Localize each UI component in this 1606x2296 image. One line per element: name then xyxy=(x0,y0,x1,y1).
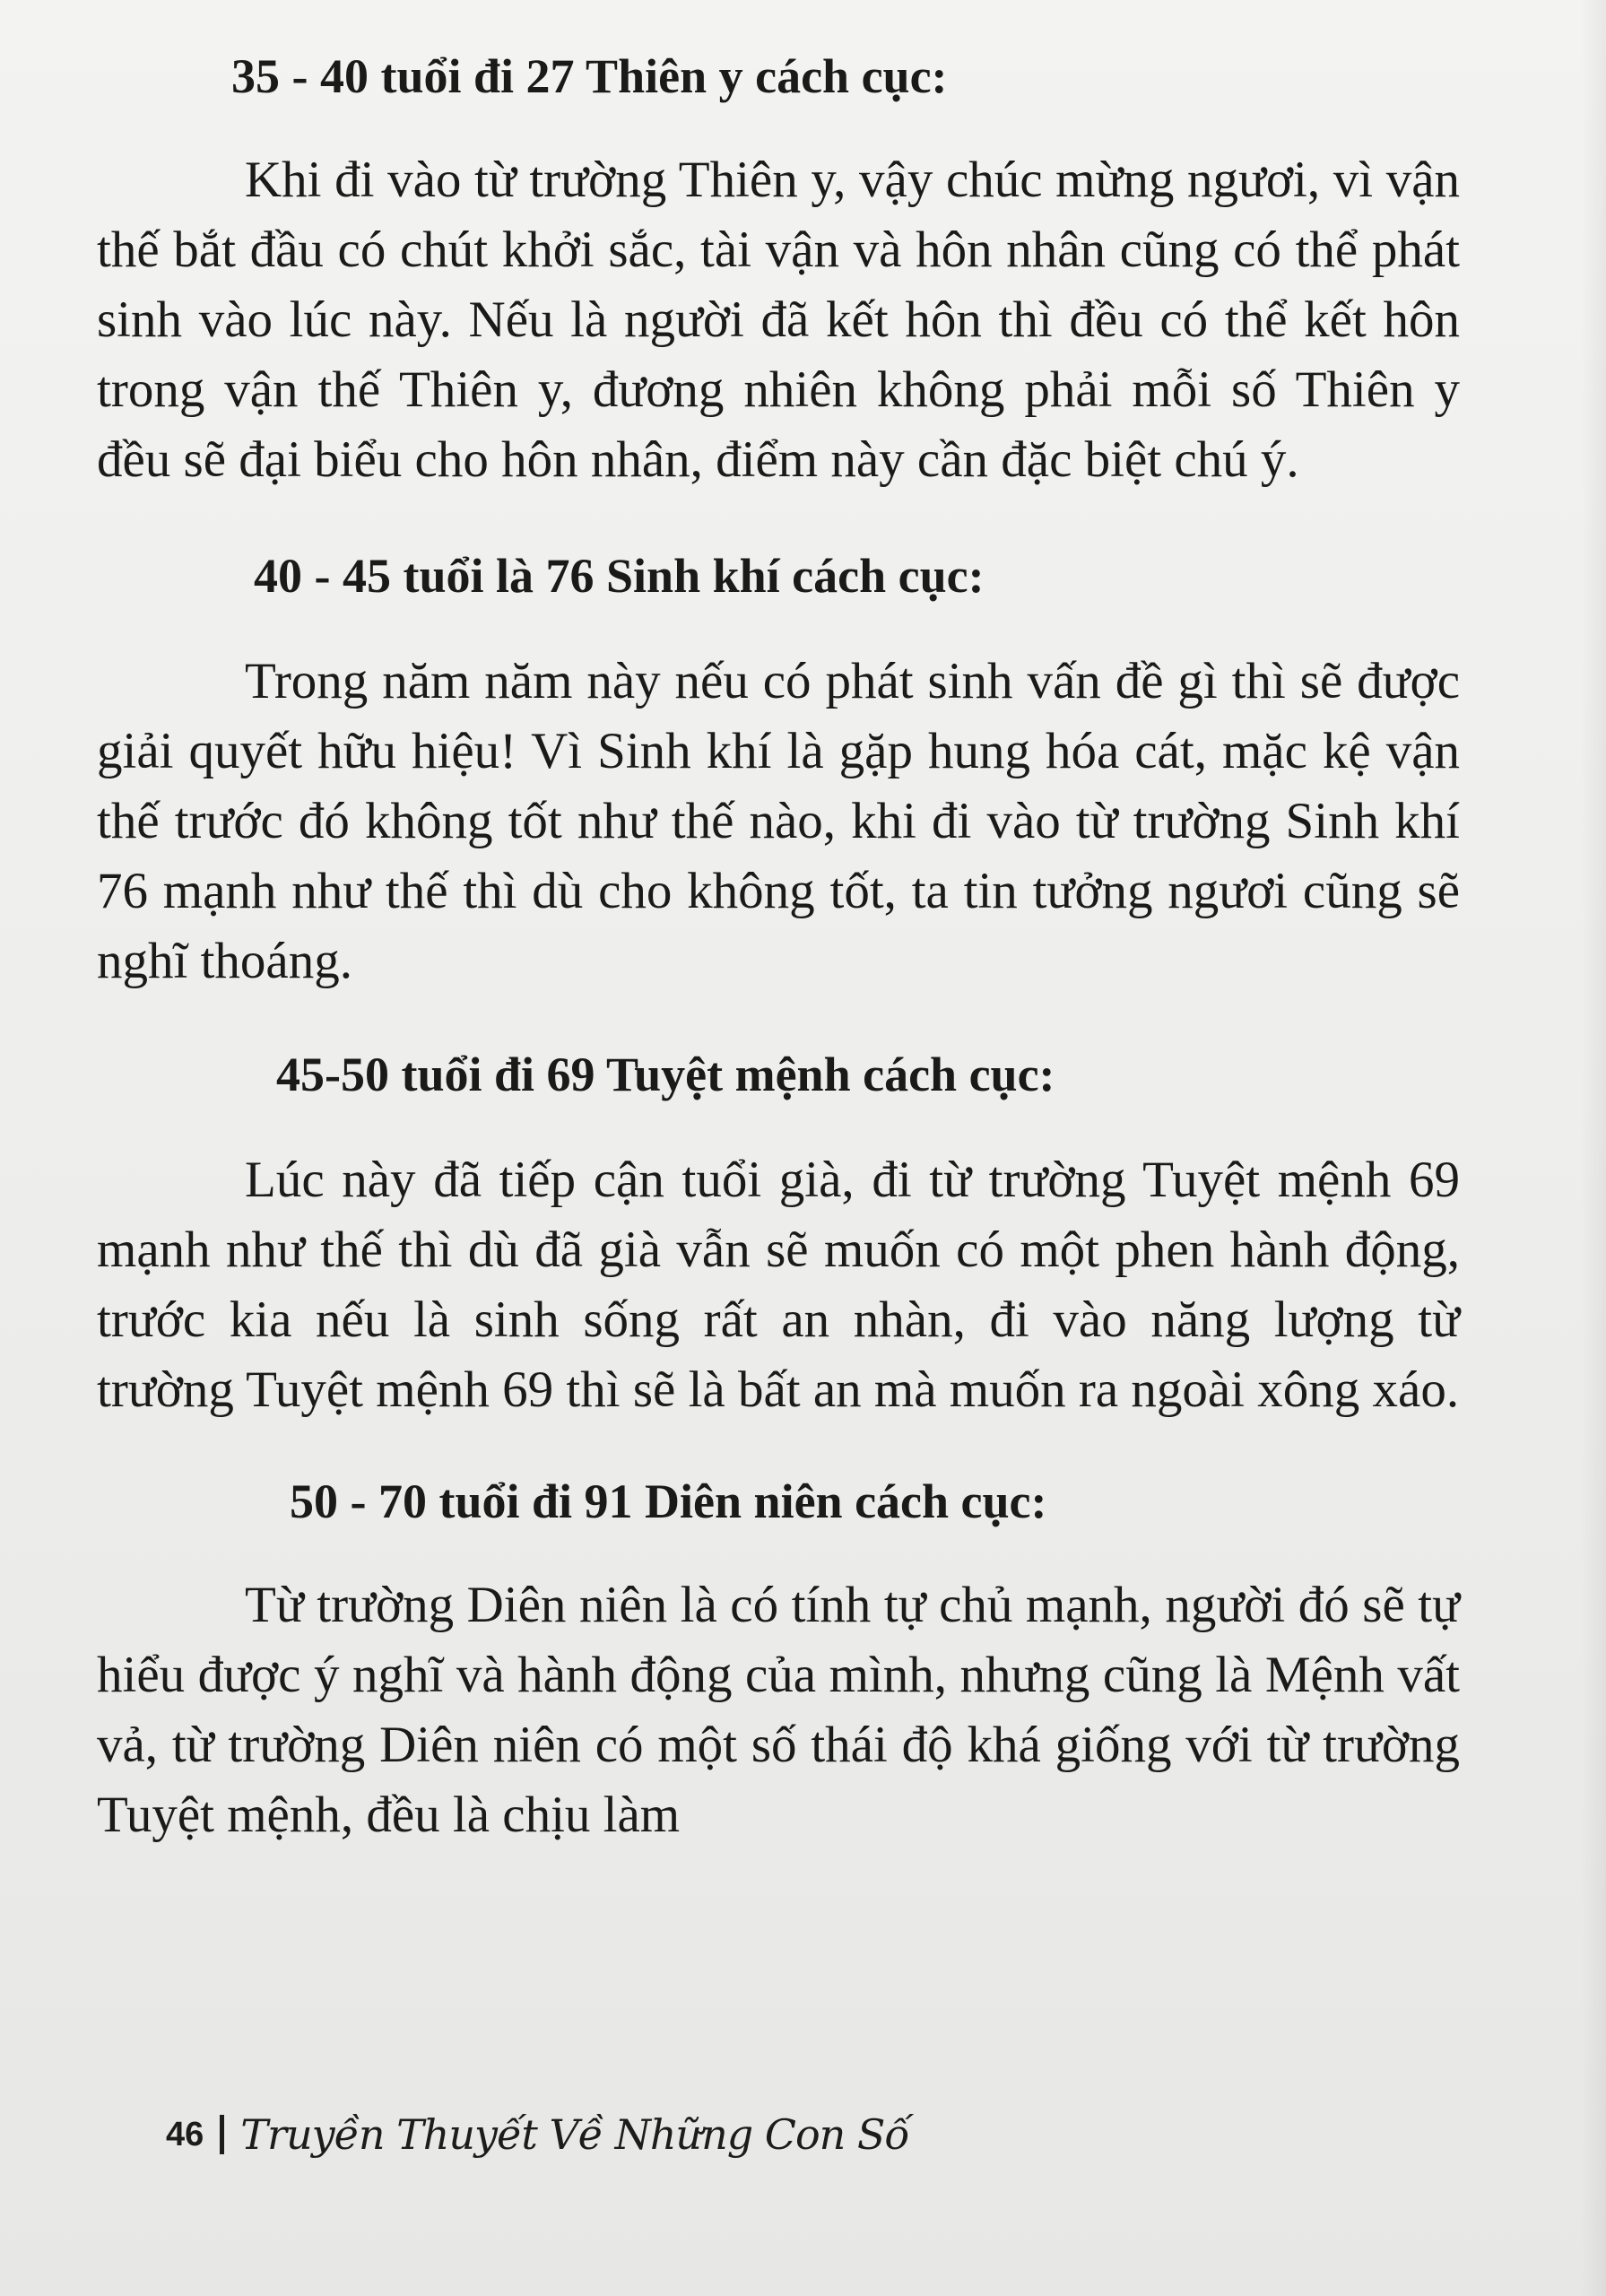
page-content xyxy=(97,45,1460,1850)
section-dien-nien xyxy=(97,1470,1460,1850)
section-heading: 45-50 tuổi đi 69 Tuyệt mệnh cách cục: xyxy=(276,1048,1055,1101)
page-edge-shadow xyxy=(1581,0,1606,2296)
footer-divider xyxy=(220,2115,224,2154)
section-paragraph: Trong năm năm này nếu có phát sinh vấn đề gì thì sẽ được giải quyết hữu hiệu! Vì Sinh khí là gặp hung hóa cát, mặc kệ vận thế trước đó không tốt như thế nào, khi đi vào từ trường Sinh khí 76 mạnh như thế thì dù cho không tốt, ta tin tưởng ngươi cũng sẽ nghĩ thoáng. xyxy=(97,653,1460,989)
section-paragraph: Khi đi vào từ trường Thiên y, vậy chúc mừng ngươi, vì vận thế bắt đầu có chút khởi sắc, tài vận và hôn nhân cũng có thể phát sinh vào lúc này. Nếu là người đã kết hôn thì đều có thể kết hôn trong vận thế Thiên y, đương nhiên không phải mỗi số Thiên y đều sẽ đại biểu cho hôn nhân, điểm này cần đặc biệt chú ý. xyxy=(97,152,1460,488)
section-thien-y xyxy=(97,45,1460,495)
section-heading: 40 - 45 tuổi là 76 Sinh khí cách cục: xyxy=(254,549,985,603)
section-tuyet-menh xyxy=(97,1043,1460,1425)
book-title: Truyền Thuyết Về Những Con Số xyxy=(240,2110,909,2159)
page-number: 46 xyxy=(166,2115,204,2153)
section-sinh-khi xyxy=(97,544,1460,996)
section-heading: 50 - 70 tuổi đi 91 Diên niên cách cục: xyxy=(290,1474,1047,1528)
page-footer xyxy=(166,2099,909,2170)
section-paragraph: Lúc này đã tiếp cận tuổi già, đi từ trường Tuyệt mệnh 69 mạnh như thế thì dù đã già vẫn sẽ muốn có một phen hành động, trước kia nếu là sinh sống rất an nhàn, đi vào năng lượng từ trường Tuyệt mệnh 69 thì sẽ là bất an mà muốn ra ngoài xông xáo. xyxy=(97,1152,1460,1418)
section-paragraph: Từ trường Diên niên là có tính tự chủ mạnh, người đó sẽ tự hiểu được ý nghĩ và hành động của mình, nhưng cũng là Mệnh vất vả, từ trường Diên niên có một số thái độ khá giống với từ trường Tuyệt mệnh, đều là chịu làm xyxy=(97,1577,1460,1843)
section-heading: 35 - 40 tuổi đi 27 Thiên y cách cục: xyxy=(231,49,948,103)
